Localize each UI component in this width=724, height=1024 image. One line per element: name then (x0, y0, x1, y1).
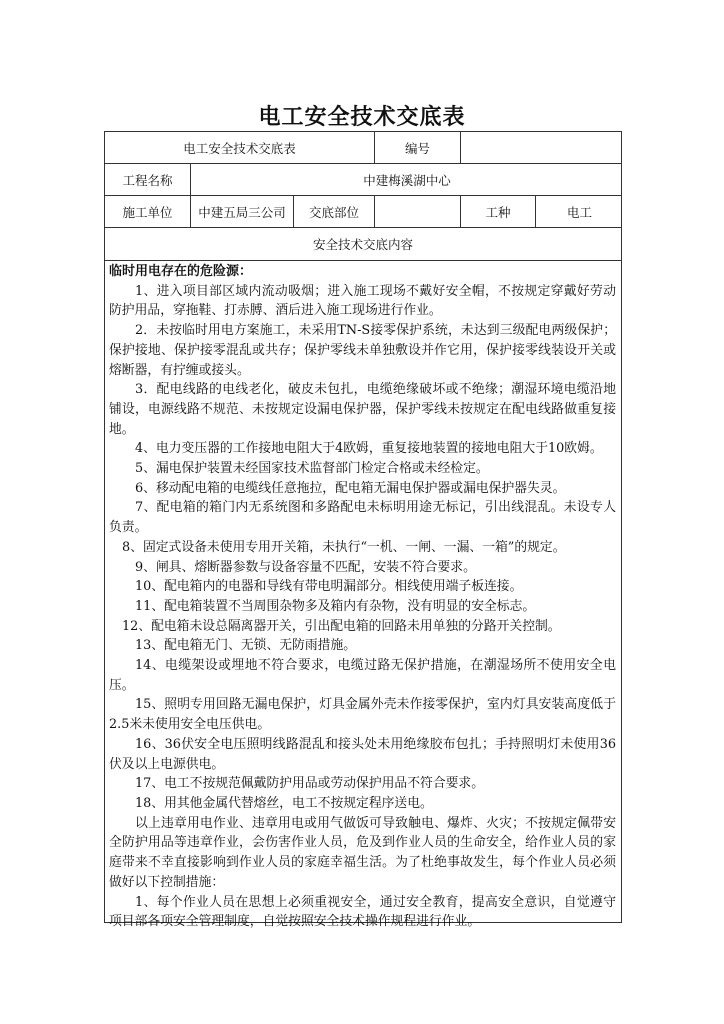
unit-value: 中建五局三公司 (191, 196, 294, 227)
hazard-item: 2．未按临时用电方案施工，未采用TN-S接零保护系统，未达到三级配电两级保护；保护接地、保护接零混乱或共存；保护零线未单独敷设并作它用，保护接零线装设开关或熔断器，有拧缠或接头。 (109, 323, 616, 378)
hazard-item: 10、配电箱内的电器和导线有带电明漏部分。相线使用端子板连接。 (135, 579, 523, 595)
hazard-item: 17、电工不按规范佩戴防护用品或劳动保护用品不符合要求。 (135, 776, 485, 792)
hazard-item: 12、配电箱未设总隔离器开关，引出配电箱的回路未用单独的分路开关控制。 (122, 618, 561, 634)
hazard-item: 16、36伏安全电压照明线路混乱和接头处未用绝缘胶布包扎；手持照明灯未使用36伏及以上电源供电。 (109, 736, 616, 772)
hazard-item: 5、漏电保护装置未经国家技术监督部门检定合格或未经检定。 (135, 461, 489, 477)
row-unit (105, 196, 621, 228)
project-label: 工程名称 (105, 164, 191, 195)
part-value (375, 196, 461, 227)
content-body (105, 261, 621, 930)
content-label: 安全技术交底内容 (312, 237, 413, 252)
number-label: 编号 (375, 132, 461, 163)
hazard-item: 9、闸具、熔断器参数与设备容量不匹配，安装不符合要求。 (135, 559, 476, 575)
project-value: 中建梅溪湖中心 (363, 172, 451, 188)
hazard-item: 6、移动配电箱的电缆线任意拖拉，配电箱无漏电保护器或漏电保护器失灵。 (135, 480, 566, 496)
summary-paragraph: 以上违章用电作业、违章用电或用气做饭可导致触电、爆炸、火灾；不按规定佩带安全防护用品等违章作业，会伤害作业人员，危及到作业人员的生命安全，给作业人员的家庭带来不幸直接影响到作业人员的家庭幸福生活。为了杜绝事故发生，每个作业人员必须做好以下控制措施： (109, 815, 616, 890)
trade-value: 电工 (566, 204, 592, 220)
part-label: 交底部位 (294, 196, 375, 227)
hazard-item: 15、照明专用回路无漏电保护，灯具金属外壳未作接零保护，室内灯具安装高度低于2.5米未使用安全电压供电。 (109, 697, 616, 733)
hazard-item: 11、配电箱装置不当周围杂物多及箱内有杂物，没有明显的安全标志。 (135, 598, 536, 614)
hazard-item: 18、用其他金属代替熔丝，电工不按规定程序送电。 (135, 795, 433, 811)
hazard-item: 4、电力变压器的工作接地电阻大于4欧姆，重复接地装置的接地电阻大于10欧姆。 (135, 441, 603, 457)
row-project (105, 164, 621, 196)
hazard-item: 3．配电线路的电线老化，破皮未包扎，电缆绝缘破坏或不绝缘；潮湿环境电缆沿地铺设，电源线路不规范、未按规定设漏电保护器，保护零线未按规定在配电线路做重复接地。 (109, 382, 616, 437)
form-name: 电工安全技术交底表 (105, 132, 375, 163)
trade-label: 工种 (461, 196, 536, 227)
hazard-item: 7、配电箱的箱门内无系统图和多路配电未标明用途无标记，引出线混乱。未设专人负责。 (109, 500, 616, 536)
hazard-heading: 临时用电存在的危险源： (109, 264, 253, 279)
unit-label: 施工单位 (105, 196, 191, 227)
control-measure-item: 1、每个作业人员在思想上必须重视安全，通过安全教育，提高安全意识，自觉遵守项目部各项安全管理制度，自觉按照安全技术操作规程进行作业。 (109, 894, 616, 930)
hazard-item: 14、电缆架设或埋地不符合要求，电缆过路无保护措施，在潮湿场所不使用安全电压。 (109, 658, 616, 693)
number-value (461, 132, 623, 163)
document-title: 电工安全技术交底表 (258, 104, 466, 130)
handover-table (104, 131, 622, 930)
hazard-item: 8、固定式设备未使用专用开关箱，未执行“一机、一闸、一漏、一箱”的规定。 (122, 539, 566, 555)
row-content-label (105, 228, 621, 261)
hazard-item: 1、进入项目部区域内流动吸烟；进入施工现场不戴好安全帽，不按规定穿戴好劳动防护用品，穿拖鞋、打赤膊、酒后进入施工现场进行作业。 (109, 283, 616, 319)
row-form-name (105, 132, 621, 164)
hazard-item: 13、配电箱无门、无锁、无防雨措施。 (135, 638, 357, 654)
